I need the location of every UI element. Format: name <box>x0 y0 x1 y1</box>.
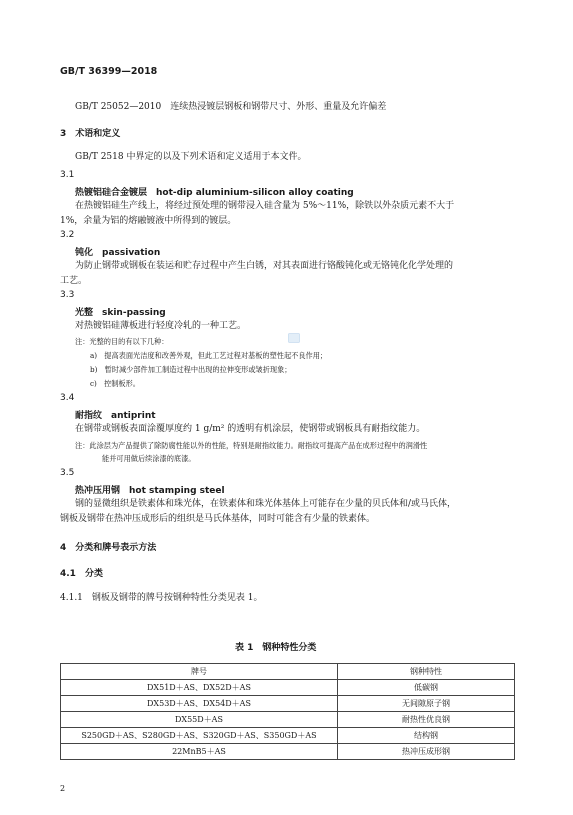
table-row <box>61 696 515 712</box>
grade-cell: DX53D＋AS、DX54D＋AS <box>61 696 338 712</box>
note-list-item: c) 控制板形。 <box>90 379 140 388</box>
clause-number: 3.3 <box>60 290 75 300</box>
definition-line: 钢的显微组织是铁素体和珠光体，在铁素体和珠光体基体上可能存在少量的贝氏体和/或马氏体， <box>75 499 457 509</box>
characteristic-cell: 结构钢 <box>337 728 514 744</box>
table-caption: 表 1 钢种特性分类 <box>235 643 317 653</box>
section-3-title: 3 术语和定义 <box>60 129 121 139</box>
clause-number: 3.5 <box>60 468 75 478</box>
term-title: 热冲压用钢 hot stamping steel <box>75 486 225 496</box>
characteristic-cell: 热冲压成形钢 <box>337 744 514 760</box>
definition-line: 工艺。 <box>60 276 88 286</box>
subsection-4-1-title: 4.1 分类 <box>60 569 103 579</box>
clause-number: 3.4 <box>60 393 75 403</box>
column-header: 牌号 <box>61 664 338 680</box>
definition-line: 对热镀铝硅薄板进行轻度冷轧的一种工艺。 <box>75 321 247 331</box>
standard-number: GB/T 36399—2018 <box>60 66 158 77</box>
term-title: 钝化 passivation <box>75 248 161 258</box>
term-title: 光整 skin-passing <box>75 308 166 318</box>
section-4-title: 4 分类和牌号表示方法 <box>60 543 157 553</box>
characteristic-cell: 无间隙原子钢 <box>337 696 514 712</box>
definition-line: 为防止钢带或钢板在装运和贮存过程中产生白锈，对其表面进行铬酸钝化或无铬钝化化学处理的 <box>75 261 454 271</box>
table-header-row <box>61 664 515 680</box>
watermark-icon <box>288 333 300 343</box>
term-title: 耐指纹 antiprint <box>75 411 156 421</box>
table-row <box>61 680 515 696</box>
characteristic-cell: 耐热性优良钢 <box>337 712 514 728</box>
column-header: 钢种特性 <box>337 664 514 680</box>
note-list-item: b) 暂时减少部件加工制造过程中出现的拉伸变形或皱折现象； <box>90 365 292 374</box>
clause-number: 3.2 <box>60 230 75 240</box>
characteristic-cell: 低碳钢 <box>337 680 514 696</box>
clause-number: 3.1 <box>60 170 75 180</box>
definition-line: 在热镀铝硅生产线上，将经过预处理的钢带浸入硅含量为 5%～11%，除铁以外杂质元素不大于 <box>75 201 455 211</box>
note-line: 能并可用做后续涂漆的底漆。 <box>102 454 196 463</box>
definition-line: 1%，余量为铝的熔融镀液中所得到的镀层。 <box>60 216 237 226</box>
note-label: 注：光整的目的有以下几种： <box>75 337 169 346</box>
note-list-item: a) 提高表面光洁度和改善外观，但此工艺过程对基板的塑性起不良作用； <box>90 351 328 360</box>
table-row <box>61 744 515 760</box>
page-number: 2 <box>60 784 66 793</box>
note-line: 注：此涂层为产品提供了除防腐性能以外的性能，特别是耐指纹能力。耐指纹可提高产品在成形过程中的润滑性 <box>75 441 428 450</box>
term-title: 热镀铝硅合金镀层 hot-dip aluminium-silicon alloy coating <box>75 188 354 198</box>
definition-line: 在钢带或钢板表面涂覆厚度约 1 g/m² 的透明有机涂层，使钢带或钢板具有耐指纹能力。 <box>75 424 426 434</box>
grade-cell: S250GD＋AS、S280GD＋AS、S320GD＋AS、S350GD＋AS <box>61 728 338 744</box>
clause-4-1-1: 4.1.1 钢板及钢带的牌号按钢种特性分类见表 1。 <box>60 593 263 603</box>
section-3-intro: GB/T 2518 中界定的以及下列术语和定义适用于本文件。 <box>75 152 307 162</box>
table-row <box>61 712 515 728</box>
grade-cell: 22MnB5＋AS <box>61 744 338 760</box>
grade-cell: DX51D＋AS、DX52D＋AS <box>61 680 338 696</box>
definition-line: 钢板及钢带在热冲压成形后的组织是马氏体基体，同时可能含有少量的铁素体。 <box>60 514 376 524</box>
grade-cell: DX55D＋AS <box>61 712 338 728</box>
normative-reference: GB/T 25052—2010 连续热浸镀层钢板和钢带尺寸、外形、重量及允许偏差 <box>75 102 387 112</box>
steel-classification-table <box>60 663 515 760</box>
table-row <box>61 728 515 744</box>
